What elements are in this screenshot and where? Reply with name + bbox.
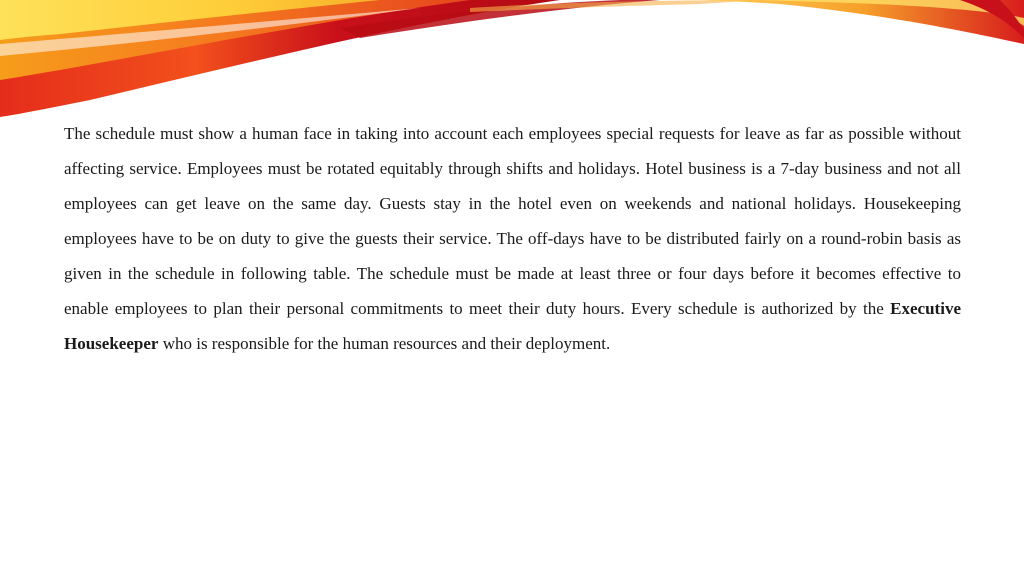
paragraph-text-after-bold: who is responsible for the human resources and their deployment. (158, 334, 611, 353)
decorative-swoosh-banner (0, 0, 1024, 130)
paragraph-text-before-bold: The schedule must show a human face in taking into account each employees special requests for leave as far as possible without affecting service. Employees must be rotated equitably through shifts and holidays. Hotel business is a 7-day business and not all employees can get leave on the same day. Guests stay in the hotel even on weekends and national holidays. Housekeeping employees have to be on duty to give the guests their service. The off-days have to be distributed fairly on a round-robin basis as given in the schedule in following table. The schedule must be made at least three or four days before it becomes effective to enable employees to plan their personal commitments to meet their duty hours. Every schedule is authorized by the (64, 124, 961, 318)
bold-term-executive-housekeeper: Executive Housekeeper (64, 299, 961, 353)
body-paragraph (64, 116, 961, 361)
